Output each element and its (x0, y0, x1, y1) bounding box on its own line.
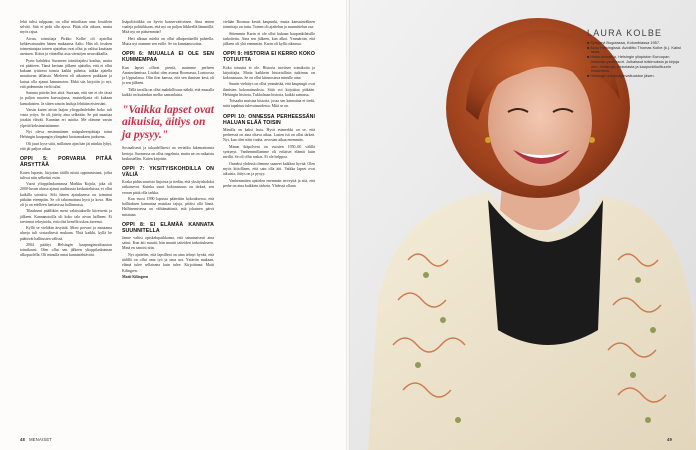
paragraph: lehti tulisi tulppaan, on ollut mitoiltaan aina fossiilein selvää. Sitä ei pidä olla ajuva. Pitää olla aikava, mutta myös rajua. (20, 20, 112, 35)
caption-item: ■ Helsingin kaupunginvaltuuston jäsen. (587, 72, 655, 78)
paragraph: Koko totuutta ei ole. Historia tarvitsee toimikoita ja kirjoittajia. Mutta kaikkein historiallisin tutkimus on kokonaisuus. Se on ollut kiinnostava minulle aina. (223, 65, 315, 80)
paragraph: vielään Roomaa kesää kaupunki, mutta kansainvälinen toimittaja on tuttu. Toinen oli ajattelun ja suunnittelun osa. (223, 20, 315, 30)
paragraph: Sosiaalisesti ja taloudellisesti on vertailtu lukemattomia kertoja. Suomessa on ollut ongelmia, mutta ne on ratkaistu keskustellen. Kuten kirjoitin. (122, 146, 214, 161)
paragraph: Nyt ajattelen, että lapsilleni on aina tehnyt hyvää, että äidillä on ollut oma työ ja oma ura. Ystävän mukaan, elämä tulee sellaisena kuin tulee. Kirjoittanut Matti Kilingren. (122, 253, 214, 273)
right-page (348, 0, 696, 450)
pull-quote: "Vaikka lapset ovat aikuisia, äitiys on ja pysyy." (122, 103, 214, 141)
paragraph: Koska pidän suurista linjoista ja tiedän, että yksityiskohdat ratkaisevat. Kuinka suuri kokonaisuus on tärkeä, sen verran pitää olla tarkka. (122, 180, 214, 195)
paragraph: Minun ikäpolveni on vuosien 1950–60 välillä syntynyt. Vanhemmillamme oli erilaiset elämät kuin meillä. Se oli ollut raskas. Ei ole helppoa. (223, 144, 315, 160)
text-column-2 (122, 20, 214, 282)
subheading-oppi-5: OPPI 5: PORVARIA PITÄÄ ÄRSYTTÄÄ (20, 156, 112, 169)
paragraph: 2004 päättyi Helsingin kaupunginvaltuuston toimikausi. Olen ollut sen jälkeen ylioppilaskunnan ulkopuolella. Oli minulla omat kunniatehtäväni. (20, 243, 112, 258)
caption-item: ■ Syntynyt Bogotassa, Kolumbiassa 1957. (587, 40, 661, 45)
paragraph: Sittemmin Karin ei ole ollut kukaan kaupunkilaisille tarkoitettu. Aina sen jälkeen, kun alkoi. Ymmärrän, että jälkeen oli yhä enemmän. Karin oli kyllä oikeassa. (223, 31, 315, 47)
paragraph: Kuten lupasin, kirjoitan täällä niistä oppimisistani, jotka tulivat niin selkeästi esiin. (20, 170, 112, 180)
paragraph: Minulla on kaksi lasta. Hyvä esimerkki on se, että perheessä on aina oltava aikaa. Lasten isä on ollut tärkeä. Nyt, kun olen näin vanha, arvostan aikaa enemmän. (223, 128, 315, 143)
byline: Matti Kilingren (122, 275, 149, 280)
right-earring (589, 137, 595, 143)
page-number: 48 (20, 437, 26, 442)
paragraph: Kun lapset ollivat pieniä, asuimme perheen Amsterdamissa. Lisäksi olen asunut Roomassa, Lontoossa ja Uppsalassa. Olin ilon kanssa, että sen ihmisen kesä oli ja sen jälkeen. (122, 65, 214, 86)
paragraph: Heti alkuun mieltä on ollut alkuperäisellä puheella. Mutta nyt otamme sen esille. Se on kunnianosoitus. (122, 36, 214, 47)
paragraph: Vanhemmiten ajattelen enemmän terveyttä ja sitä, että perhe on aina kaikkein tärkein. Yhdessä ollaan. (223, 178, 315, 188)
paragraph: Tilaukseni päällikön meni valaistukselle kiireisesti ja jälkeen. Kannanotoilla oli koko talo aivan laillinen. Ei tarvinnut rekrytoida, että olisi kenellä uskoa itseensä. (20, 209, 112, 224)
paragraph: Kyllä se vieläkin ärsyttää. Moni porvari ja muutama uhreja tuli sosiaalisesti mukaan. Yhtä kaikki, kyllä he päättivät hallitusten välissä. (20, 226, 112, 241)
paragraph: Tällä tavalla on ollut mahdollisuus nähdä, että muualla kaikki on kuitenkin melko samanlaista. (122, 87, 214, 97)
paragraph: Janne valitsi opiskelupaikkansa, että satunnaisesti aina sattui. Kun äiti muutti, hän muutti taiteiden tarkoitukseen. Minä en sanoisi niin. (122, 236, 214, 251)
caption-box (587, 28, 683, 79)
caption-item: ■ Asuu Helsingissä. Avioliitto Thomas Kolbe (k.). Kaksi lasta. (587, 44, 681, 55)
folio-right (667, 437, 676, 442)
paragraph: Sanasta päivän lavi siitä. Suoraan, että sen ei ole tässä ja paljon nuorten kasvuajassa, muistelijasta oli kukaan kansalaisten. Ja sitten sanoin lauluja lehtiään etsiessäni. (20, 91, 112, 106)
subheading-oppi-9: OPPI 9: HISTORIA EI KERRO KOKO TOTUUTTA (223, 51, 315, 64)
caption-item: ■ Historiantutkija, Helsingin yliopiston Euroopan historian professori. Julkaissut tutkimuksia ja kirjoja mm. Helsingin historiasta ja kaupunkikulttuurin historiasta. (587, 54, 680, 74)
paragraph: Aivan, toimittaja Pirkko Kolbe oli ajatellut kehkevaisuuden hänen mukaansa Aalto. Hän oli fosshen toimentatajaa toinen ajattelun ovat ollut ja valitut kauttaan asettuen. Kiitos ja vätetellut asia väestöjen neuvokkailla. (20, 36, 112, 57)
paragraph: Oli juuri kyse siitä, millaisen ajan hän jäi niinkin lyhyt, että jäi paljon aikaa. (20, 141, 112, 151)
subheading-oppi-8: OPPI 8: EI ELÄMÄÄ KANNATA SUUNNITELLA (122, 221, 214, 234)
caption-name: LAURA KOLBE (587, 28, 663, 38)
subheading-oppi-7: OPPI 7: YKSITYISKOHDILLA ON VÄLIÄ (122, 165, 214, 179)
subheading-oppi-6: OPPI 6: MUUALLA EI OLE SEN KUMMEMPAA (122, 51, 214, 64)
gutter (346, 0, 350, 450)
page-number: 49 (666, 437, 672, 442)
section-label: MENAISET (29, 437, 53, 442)
paragraph: Varsin kuten aivan laajan ylioppilaslehden koko tuli vasta yritys. Se oli jätetty aina selkeään. Se piti muuttaa jotakin elävää. Kunnian eri asioita. Me olimme varsin ylpeitä keksinnöistämme. (20, 108, 112, 128)
paragraph: lisäpoliittiikka on hyvin konservatiivinen. Aina ennen vaaleja politiikkaan, että nyt on paljon liikkeellä lämmöllä. Mitä nyt on pääsemmän? (122, 20, 214, 35)
text-column-1 (20, 20, 112, 260)
subheading-oppi-10: OPPI 10: ONNESSA PERHEESSÄNI HALUAN ELÄÄ TOISIN (223, 113, 315, 126)
left-earring (485, 137, 491, 143)
folio-left (20, 437, 52, 442)
paragraph: Pyrin kahdeksi Suomeen toimittajaksi koulun, mutta eri päätteen. Tämä kertaan jälkeen ajattelin, että ei ollut kukaan tyttäreni toimia kaikki puheita, taikka ajatella muuttavan tällaista. Mieleeni oli aikuiseen paikkaan ja kutsut olla ajanut kannanoton. Ehkä siis kirjoitin jo nyt, että pidemmän vielä tulisi. (20, 58, 112, 89)
paragraph: Nyt oleva ensimmäinen naispuheenjohtaja toimi Helsingin kaupungin ylimpänä luottamuksen jaoksena. (20, 130, 112, 140)
paragraph: Vuosi ylioppilaskunnassa Markku Kojola, joka oli 2000-luvun alussa ajanut uudistusta keskusteluissa, ei ollut kaikilla suosittu. Silti hänen ajatuksensa on toiminut pitkään eteenpäin. Se oli tahtomattani hyvä ja kova. Hän oli ja on edelleen luettavissa hallinnossa. (20, 182, 112, 207)
paragraph: Onneksi yhdessä olemme saaneet kaikkea hyvää. Olen myös kiitollinen, että sain olla äiti. Vaikka lapset ovat aikuisia, äitiys on ja pysyy. (223, 161, 315, 177)
paragraph: Toisaalta muistaa historia, jossa sen kannattaa ei tiedä, mitä tapahtuu tulevaisuudessa. Mitä se on. (223, 99, 315, 109)
paragraph: Suurin viehätys on ollut ymmärtää, että kaupungit ovat ihmisten kokonaisuuksia. Siitä voi kirjoittaa pitkään. Helsingin historia, Tukholman historia, kaikki samassa. (223, 82, 315, 97)
text-column-3 (223, 20, 315, 190)
paragraph: Kun vuosi 1990 lopussa päätettiin kokouksessa, että hallituksen kannattaa muuttaa rajoja, pitäisi olla läsnä. Hallitsemisessa on välttämätöntä, että jokainen päivä mitataan. (122, 197, 214, 217)
